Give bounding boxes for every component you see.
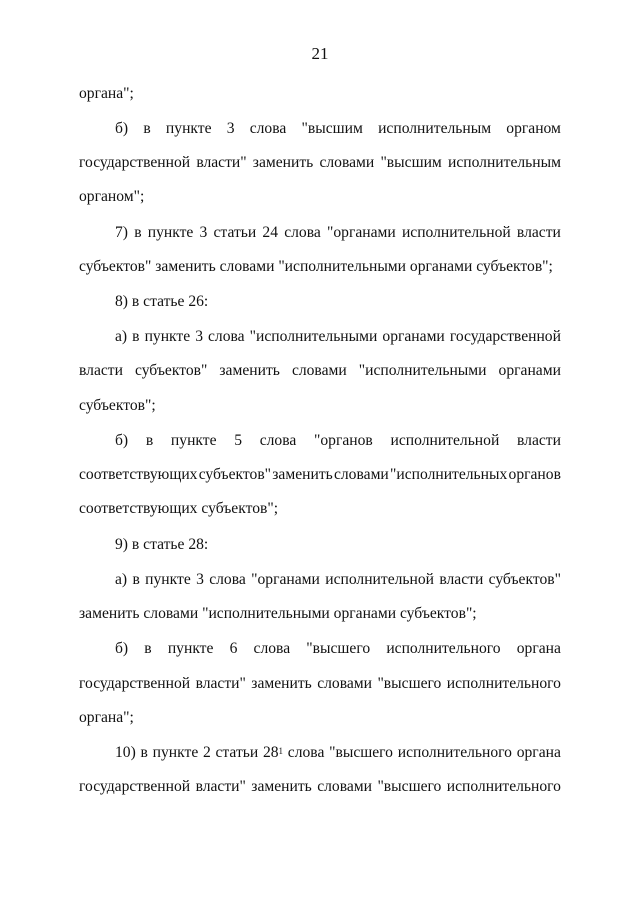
word: в — [134, 224, 142, 241]
word: государственной — [79, 675, 191, 692]
word: слова — [209, 571, 246, 588]
word: "органов — [314, 432, 373, 449]
word: "высшего — [377, 778, 442, 795]
word: 5 — [234, 432, 243, 449]
word: слова — [284, 224, 321, 241]
text-line-8 — [115, 327, 561, 347]
word: заменить — [252, 154, 314, 171]
word: слова — [208, 328, 245, 345]
word: субъектов" — [198, 466, 272, 483]
text-line-1: органа"; — [79, 85, 134, 102]
word: слова — [249, 120, 287, 137]
word: исполнительной — [401, 224, 511, 241]
word: "высшего — [306, 640, 371, 657]
word: в — [143, 120, 151, 137]
word: заменить — [219, 362, 280, 379]
word: словами — [333, 466, 389, 483]
article-ref — [263, 743, 283, 763]
word: в — [132, 571, 140, 588]
word: органом — [506, 120, 561, 137]
word: исполнительным — [447, 154, 561, 171]
text-line-15 — [115, 570, 561, 590]
word: власти — [517, 432, 561, 449]
word: власти — [439, 571, 484, 588]
word: пункте — [167, 640, 214, 657]
word: "органами — [326, 224, 396, 241]
text-line-10: субъектов"; — [79, 397, 156, 414]
word: субъектов" — [135, 362, 208, 379]
word: субъектов" — [488, 571, 561, 588]
word: "высшего — [377, 675, 442, 692]
word: власти" — [195, 778, 246, 795]
word: б) — [115, 432, 129, 449]
word: органа — [516, 640, 561, 657]
word: "исполнительными — [358, 362, 487, 379]
word: б) — [115, 120, 129, 137]
word: пункте — [147, 224, 194, 241]
word: а) — [115, 571, 128, 588]
text-line-7: 8) в статье 26: — [115, 293, 209, 310]
word: исполнительного — [386, 640, 501, 657]
text-line-6: субъектов" заменить словами "исполнительными органами субъектов"; — [79, 258, 553, 275]
word: "высшего — [329, 744, 393, 761]
word: 2 — [202, 744, 211, 761]
word: соответствующих — [79, 466, 198, 483]
word: пункте — [170, 432, 217, 449]
word: пункте — [145, 571, 191, 588]
word: "высшим — [380, 154, 442, 171]
word: 10) — [115, 744, 136, 761]
word: 24 — [262, 224, 279, 241]
word: статьи — [213, 224, 257, 241]
text-line-12 — [79, 465, 561, 485]
page-number: 21 — [311, 44, 329, 63]
word: исполнительным — [378, 120, 492, 137]
word: слова — [259, 432, 297, 449]
word: заменить — [251, 778, 312, 795]
word: власти" — [195, 675, 246, 692]
text-line-17 — [115, 639, 561, 659]
word: органами — [498, 362, 561, 379]
article-number: 28 — [262, 744, 279, 761]
text-line-11 — [115, 431, 561, 451]
text-line-3 — [79, 153, 561, 173]
word: в — [145, 432, 154, 449]
text-line-21 — [79, 777, 561, 797]
word: словами — [319, 154, 375, 171]
word: статьи — [215, 744, 259, 761]
word: заменить — [272, 466, 333, 483]
word: "исполнительными — [249, 328, 378, 345]
text-line-13: соответствующих субъектов"; — [79, 500, 279, 517]
text-line-20 — [115, 743, 561, 763]
article-superscript: 1 — [278, 746, 284, 756]
word: пункте — [152, 744, 199, 761]
word: "органами — [251, 571, 320, 588]
word: исполнительного — [446, 778, 561, 795]
word: 3 — [226, 120, 235, 137]
word: б) — [115, 640, 129, 657]
word: 6 — [229, 640, 238, 657]
word: "исполнительных — [390, 466, 508, 483]
word: "высшим — [301, 120, 363, 137]
word: власти" — [196, 154, 247, 171]
word: в — [140, 744, 148, 761]
word: слова — [253, 640, 291, 657]
word: органами — [382, 328, 445, 345]
word: исполнительной — [325, 571, 435, 588]
word: в — [132, 328, 140, 345]
text-line-16: заменить словами "исполнительными органами субъектов"; — [79, 605, 477, 622]
word: 3 — [196, 571, 204, 588]
word: исполнительной — [390, 432, 500, 449]
word: слова — [287, 744, 325, 761]
word: 7) — [115, 224, 128, 241]
word: органов — [508, 466, 561, 483]
text-line-9 — [79, 361, 561, 381]
text-line-4: органом"; — [79, 188, 145, 205]
word: 3 — [199, 224, 208, 241]
text-line-18 — [79, 674, 561, 694]
word: власти — [516, 224, 561, 241]
word: власти — [79, 362, 123, 379]
word: заменить — [251, 675, 312, 692]
word: органа — [516, 744, 561, 761]
word: словами — [317, 675, 373, 692]
word: в — [144, 640, 152, 657]
text-line-14: 9) в статье 28: — [115, 536, 209, 553]
word: исполнительного — [446, 675, 561, 692]
word: государственной — [79, 778, 191, 795]
word: а) — [115, 328, 128, 345]
text-line-5 — [115, 223, 561, 243]
word: государственной — [79, 154, 191, 171]
text-line-19: органа"; — [79, 709, 134, 726]
word: словами — [317, 778, 373, 795]
word: словами — [291, 362, 347, 379]
text-line-2 — [115, 119, 561, 139]
word: государственной — [449, 328, 561, 345]
word: 3 — [195, 328, 203, 345]
word: пункте — [165, 120, 212, 137]
word: пункте — [144, 328, 191, 345]
word: исполнительного — [397, 744, 512, 761]
